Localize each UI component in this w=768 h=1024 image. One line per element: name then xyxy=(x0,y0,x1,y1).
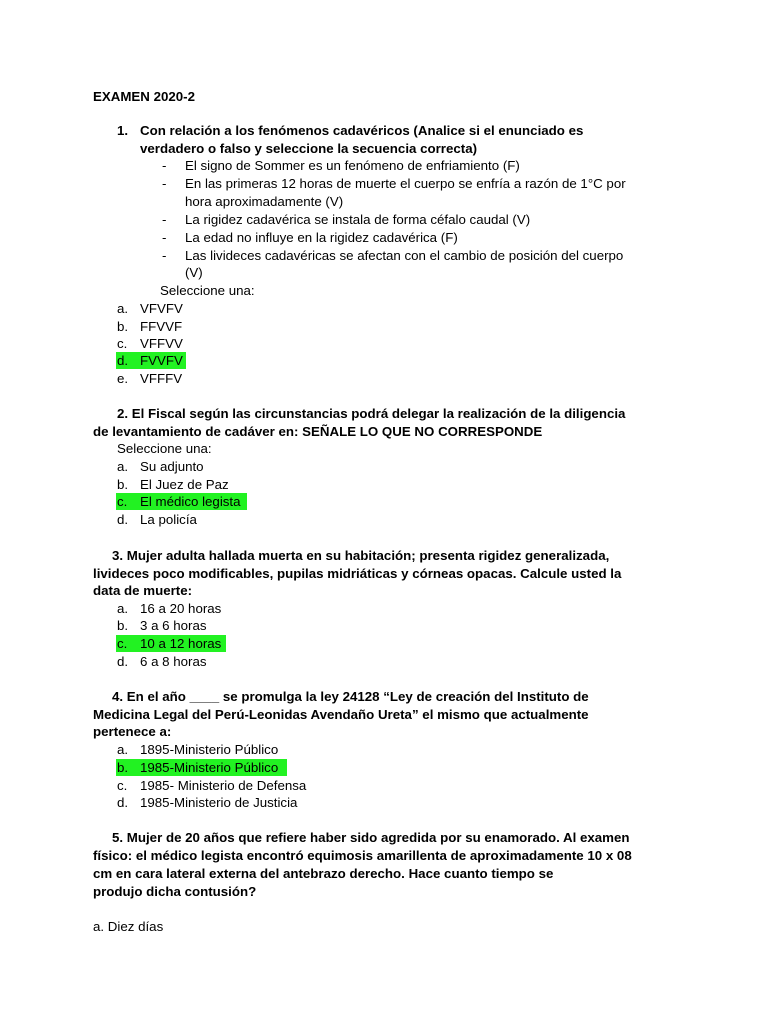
q2-option-c-correct[interactable]: El médico legista xyxy=(140,494,241,509)
q1-statement-dash: - xyxy=(162,212,167,227)
q2-option-c-letter: c. xyxy=(117,494,128,509)
q1-text-line2: verdadero o falso y seleccione la secuencia correcta) xyxy=(140,141,478,156)
q1-option-a-letter: a. xyxy=(117,301,129,316)
q3-option-d-letter: d. xyxy=(117,654,129,669)
q5-text-line1: 5. Mujer de 20 años que refiere haber sido agredida por su enamorado. Al examen xyxy=(112,830,630,845)
q3-option-c-letter: c. xyxy=(117,636,128,651)
q2-option-b[interactable]: El Juez de Paz xyxy=(140,477,229,492)
q2-option-d[interactable]: La policía xyxy=(140,512,197,527)
q1-option-c[interactable]: VFFVV xyxy=(140,336,183,351)
exam-title: EXAMEN 2020-2 xyxy=(93,89,195,104)
q2-option-a[interactable]: Su adjunto xyxy=(140,459,204,474)
q1-statement-dash: - xyxy=(162,158,167,173)
q1-option-b[interactable]: FFVVF xyxy=(140,319,183,334)
q1-statement-4: La edad no influye en la rigidez cadavérica (F) xyxy=(185,230,458,245)
q4-option-d[interactable]: 1985-Ministerio de Justicia xyxy=(140,795,298,810)
q3-option-d[interactable]: 6 a 8 horas xyxy=(140,654,207,669)
q1-option-b-letter: b. xyxy=(117,319,129,334)
q3-option-c-correct[interactable]: 10 a 12 horas xyxy=(140,636,222,651)
q3-text-line3: data de muerte: xyxy=(93,583,193,598)
q3-text-line1: 3. Mujer adulta hallada muerta en su habitación; presenta rigidez generalizada, xyxy=(112,548,610,563)
q4-option-c[interactable]: 1985- Ministerio de Defensa xyxy=(140,778,307,793)
q1-statement-dash: - xyxy=(162,176,167,191)
q1-option-e-letter: e. xyxy=(117,371,129,386)
q1-statement-dash: - xyxy=(162,248,167,263)
q1-statement-2-cont: hora aproximadamente (V) xyxy=(185,194,344,209)
q1-statement-5-cont: (V) xyxy=(185,265,203,280)
q3-option-b[interactable]: 3 a 6 horas xyxy=(140,618,207,633)
q1-statement-1: El signo de Sommer es un fenómeno de enfriamiento (F) xyxy=(185,158,520,173)
q4-option-c-letter: c. xyxy=(117,778,128,793)
q4-text-line2: Medicina Legal del Perú-Leonidas Avendaño Ureta” el mismo que actualmente xyxy=(93,707,589,722)
q2-option-a-letter: a. xyxy=(117,459,129,474)
q4-option-a-letter: a. xyxy=(117,742,129,757)
q1-option-d-correct[interactable]: FVVFV xyxy=(140,353,183,368)
q1-statement-2: En las primeras 12 horas de muerte el cuerpo se enfría a razón de 1°C por xyxy=(185,176,626,191)
q2-option-b-letter: b. xyxy=(117,477,129,492)
q1-statement-5: Las livideces cadavéricas se afectan con el cambio de posición del cuerpo xyxy=(185,248,624,263)
q1-statement-3: La rigidez cadavérica se instala de forma céfalo caudal (V) xyxy=(185,212,531,227)
q5-text-line2: físico: el médico legista encontró equimosis amarillenta de aproximadamente 10 x 08 xyxy=(93,848,632,863)
q1-text-line1: Con relación a los fenómenos cadavéricos (Analice si el enunciado es xyxy=(140,123,584,138)
q1-number: 1. xyxy=(117,123,129,138)
q1-option-c-letter: c. xyxy=(117,336,128,351)
q5-text-line3: cm en cara lateral externa del antebrazo derecho. Hace cuanto tiempo se xyxy=(93,866,554,881)
q2-text-line2: de levantamiento de cadáver en: SEÑALE LO QUE NO CORRESPONDE xyxy=(93,424,543,439)
q4-option-d-letter: d. xyxy=(117,795,129,810)
q1-option-e[interactable]: VFFFV xyxy=(140,371,183,386)
q4-option-a[interactable]: 1895-Ministerio Público xyxy=(140,742,279,757)
q3-option-a-letter: a. xyxy=(117,601,129,616)
q3-option-a[interactable]: 16 a 20 horas xyxy=(140,601,222,616)
q1-select-label: Seleccione una: xyxy=(160,283,255,298)
q4-option-b-correct[interactable]: 1985-Ministerio Público xyxy=(140,760,279,775)
q1-option-a[interactable]: VFVFV xyxy=(140,301,183,316)
q2-option-d-letter: d. xyxy=(117,512,129,527)
q2-select-label: Seleccione una: xyxy=(117,441,212,456)
q1-statement-dash: - xyxy=(162,230,167,245)
q3-option-b-letter: b. xyxy=(117,618,129,633)
q4-text-line3: pertenece a: xyxy=(93,724,172,739)
q5-text-line4: produjo dicha contusión? xyxy=(93,884,257,899)
q2-text-line1: 2. El Fiscal según las circunstancias podrá delegar la realización de la diligencia xyxy=(117,406,626,421)
q4-text-line1: 4. En el año ____ se promulga la ley 24128 “Ley de creación del Instituto de xyxy=(112,689,589,704)
q1-option-d-letter: d. xyxy=(117,353,129,368)
q4-option-b-letter: b. xyxy=(117,760,129,775)
q3-text-line2: livideces poco modificables, pupilas midriáticas y córneas opacas. Calcule usted la xyxy=(93,566,622,581)
q5-option-a[interactable]: a. Diez días xyxy=(93,919,164,934)
